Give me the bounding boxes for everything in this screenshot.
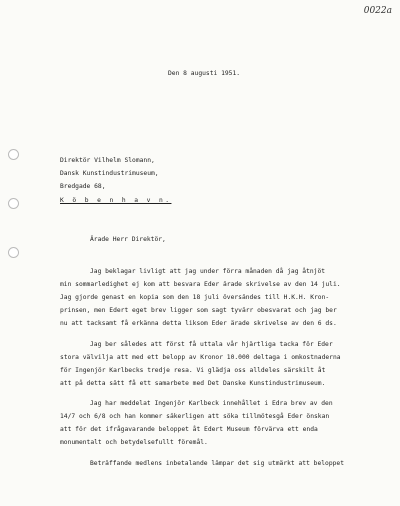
recipient-institution: Dansk Kunstindustrimuseum,: [60, 170, 159, 177]
page-reference: 0022a: [363, 6, 392, 16]
punch-hole: [8, 247, 19, 258]
recipient-city: K ö b e n h a v n.: [60, 197, 172, 204]
body-line: för Ingenjör Karlbecks tredje resa. Vi glädja oss alldeles särskilt åt: [60, 367, 326, 374]
body-line: stora välvilja att med ett belopp av Kronor 10.000 deltaga i omkostnaderna: [60, 354, 341, 361]
letter-date: Den 8 augusti 1951.: [168, 70, 241, 77]
recipient-street: Bredgade 68,: [60, 183, 106, 190]
body-line: Beträffande medlens inbetalande lämpar det sig utmärkt att beloppet: [90, 460, 345, 467]
body-line: nu att tacksamt få erkänna detta liksom Eder ärade skrivelse av den 6 ds.: [60, 320, 337, 327]
body-line: Jag beklagar livligt att jag under förra månaden då jag åtnjöt: [90, 268, 326, 275]
punch-hole: [8, 198, 19, 209]
body-line: Jag har meddelat Ingenjör Karlbeck innehållet i Edra brev av den: [90, 400, 333, 407]
body-line: monumentalt och betydelsefullt föremål.: [60, 439, 208, 446]
punch-hole: [8, 149, 19, 160]
body-line: att på detta sätt få ett samarbete med Det Danske Kunstindustrimuseum.: [60, 380, 326, 387]
salutation: Ärade Herr Direktör,: [90, 236, 166, 243]
body-line: prinsen, men Edert eget brev ligger som sagt tyvärr obesvarat och jag ber: [60, 307, 337, 314]
body-line: min sommarledighet ej kom att besvara Eder ärade skrivelse av den 14 juli.: [60, 281, 341, 288]
body-line: 14/7 och 6/8 och han kommer säkerligen att söka tillmötesgå Eder önskan: [60, 413, 330, 420]
body-line: Jag gjorde genast en kopia som den 18 juli översändes till H.K.H. Kron-: [60, 294, 330, 301]
body-line: att för det ifrågavarande beloppet åt Edert Museum förvärva ett enda: [60, 426, 318, 433]
body-line: Jag ber således att först få uttala vår hjärtliga tacka för Eder: [90, 341, 333, 348]
recipient-name: Direktör Vilhelm Slomann,: [60, 157, 155, 164]
